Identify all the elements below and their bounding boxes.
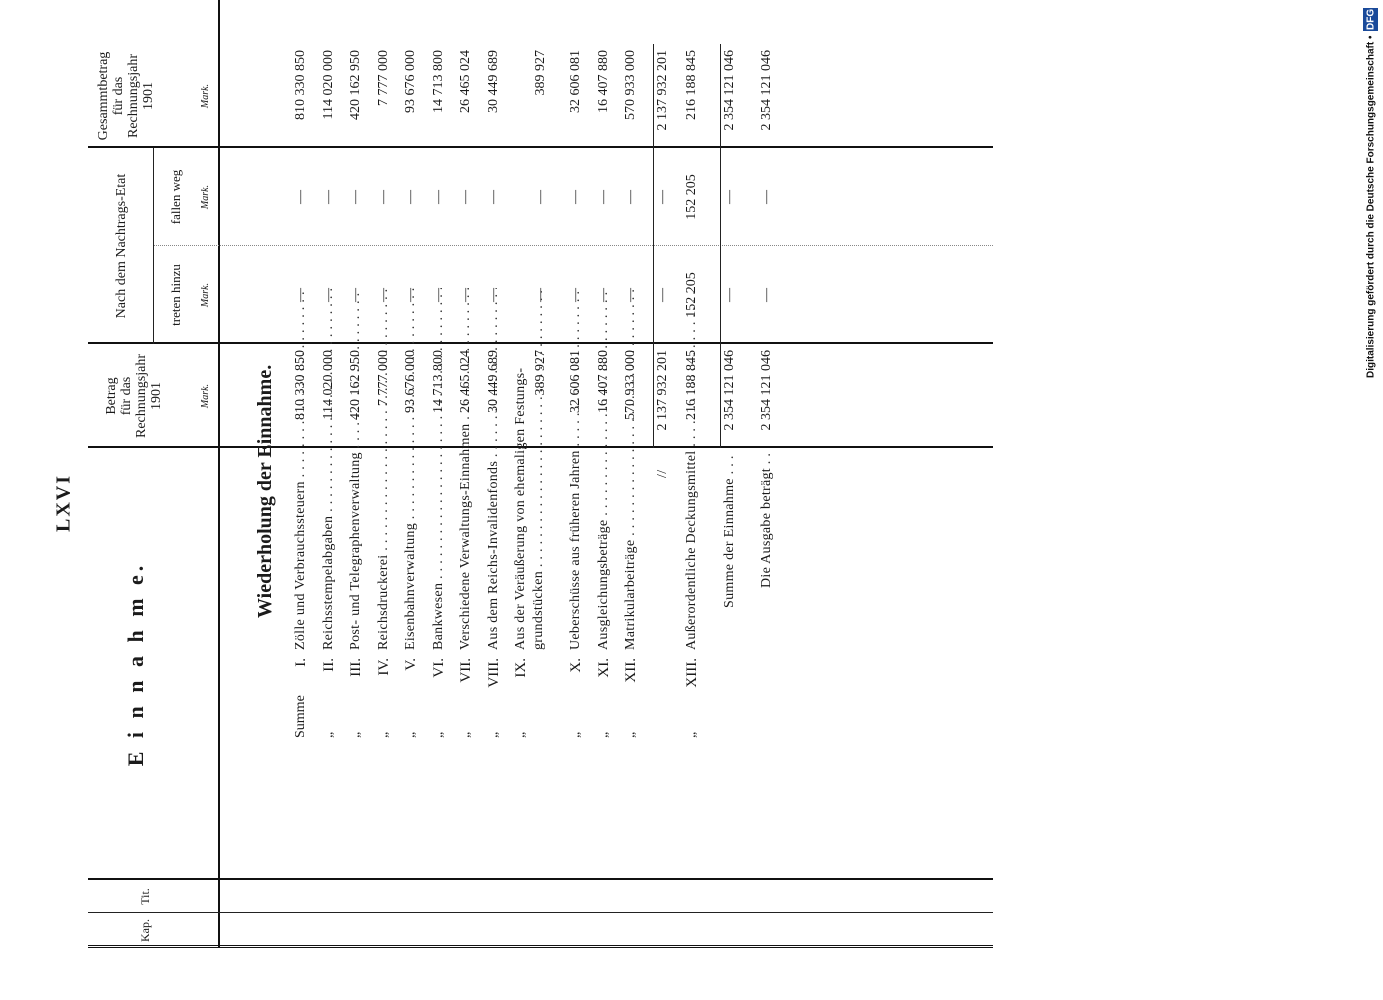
row-label: Reichsstempelabgaben . . .	[321, 288, 337, 650]
hinzu-value: —	[293, 288, 308, 302]
row-roman-numeral: IX.	[513, 658, 529, 678]
ausgabe-label: Die Ausgabe beträgt . . .	[759, 453, 775, 588]
gesammt-value: 2 137 932 201	[654, 50, 670, 131]
gesammt-value: 2 354 121 046	[721, 50, 737, 131]
weg-value: —	[403, 190, 418, 204]
gesammt-value: 114 020 000	[320, 50, 336, 120]
betrag-unit: Mark.	[200, 383, 211, 409]
weg-unit: Mark.	[200, 184, 211, 210]
row-label: Ueberschüsse aus früheren Jahren . . .	[568, 288, 584, 650]
weg-value: —	[533, 190, 548, 204]
dfg-logo: DFG	[1365, 9, 1377, 31]
weg-value: —	[430, 190, 446, 204]
betrag-value: 30 449 689	[485, 350, 501, 413]
subtotal-mark: //	[654, 469, 670, 478]
row-prefix: „	[375, 731, 391, 738]
kap-header: Kap.	[138, 919, 152, 942]
hinzu-value: —	[759, 288, 774, 302]
betrag-value: 420 162 950	[348, 350, 363, 420]
betrag-value: 32 606 081	[568, 350, 583, 413]
row-prefix: „	[623, 731, 638, 738]
row-roman-numeral: XIII.	[684, 658, 700, 688]
gesammt-value: 389 927	[533, 50, 548, 96]
gesammt-value: 420 162 950	[348, 50, 363, 120]
row-label: Post- und Telegraphenverwaltung . . .	[348, 288, 364, 650]
betrag-value: 114 020 000	[320, 350, 336, 420]
row-label: Bankwesen . . .	[431, 288, 447, 650]
row-prefix: „	[684, 731, 699, 738]
gesammt-header: Gesammtbetrag für das Rechnungsjahr 1901	[96, 51, 156, 141]
dfg-note-text: Digitalisierung gefördert durch die Deutsche Forschungsgemeinschaft •	[1365, 35, 1377, 378]
gesammt-value: 30 449 689	[485, 50, 501, 113]
hinzu-value: —	[375, 288, 391, 302]
gesammt-value: 7 777 000	[375, 50, 391, 106]
row-prefix: „	[458, 731, 473, 738]
row-label: Zölle und Verbrauchssteuern . . .	[293, 288, 309, 650]
row-label: Aus der Veräußerung von ehemaligen Festungs-	[513, 367, 528, 650]
gesammt-value: 93 676 000	[403, 50, 418, 113]
hinzu-value: —	[654, 288, 670, 302]
gesammt-value: 2 354 121 046	[759, 50, 774, 131]
gesammt-value: 26 465 024	[458, 50, 473, 113]
hinzu-value: —	[721, 288, 737, 302]
hinzu-value: 152 205	[684, 272, 699, 318]
weg-value: —	[458, 190, 473, 204]
hinzu-value: —	[595, 288, 611, 302]
weg-header: fallen weg	[168, 169, 183, 225]
betrag-value: 7 777 000	[375, 350, 391, 406]
row-prefix: „	[430, 731, 446, 738]
hinzu-value: —	[403, 288, 418, 302]
section-title: Wiederholung der Einnahme.	[254, 364, 276, 618]
dfg-note	[1360, 8, 1382, 428]
gesammt-value: 14 713 800	[430, 50, 446, 113]
row-prefix: „	[320, 731, 336, 738]
row-roman-numeral: VI.	[430, 658, 447, 678]
row-roman-numeral: VIII.	[485, 658, 502, 688]
row-prefix: „	[568, 731, 583, 738]
weg-value: —	[293, 190, 308, 204]
row-roman-numeral: XI.	[595, 658, 612, 678]
row-prefix: „	[348, 731, 363, 738]
page-title: E i n n a h m e.	[123, 561, 148, 767]
hinzu-value: —	[348, 288, 363, 302]
hinzu-value: —	[430, 288, 446, 302]
hinzu-header: treten hinzu	[168, 264, 183, 326]
weg-value: —	[759, 190, 774, 204]
row-roman-numeral: XII.	[623, 658, 639, 683]
row-roman-numeral: I.	[293, 658, 309, 667]
gesammt-value: 810 330 850	[293, 50, 308, 120]
row-prefix: Summe	[293, 695, 308, 738]
betrag-header: Betrag für das Rechnungsjahr 1901	[104, 354, 164, 438]
hinzu-value: —	[623, 288, 638, 302]
betrag-value: 216 188 845	[684, 350, 699, 420]
hinzu-value: —	[458, 288, 473, 302]
row-prefix: „	[403, 731, 418, 738]
weg-value: —	[485, 190, 501, 204]
row-label: Außerordentliche Deckungsmittel . . .	[684, 288, 700, 650]
row-roman-numeral: VII.	[458, 658, 474, 683]
hinzu-unit: Mark.	[200, 282, 211, 308]
row-roman-numeral: V.	[403, 658, 419, 671]
gesammt-value: 16 407 880	[595, 50, 611, 113]
nachtrag-header: Nach dem Nachtrags-Etat	[114, 173, 129, 319]
summe-einnahme-label: Summe der Einnahme . . .	[722, 453, 738, 608]
row-roman-numeral: X.	[568, 658, 584, 673]
gesammt-unit: Mark.	[200, 83, 211, 109]
row-label: Reichsdruckerei . . .	[376, 288, 392, 650]
row-prefix: „	[513, 731, 528, 738]
hinzu-value: —	[320, 288, 336, 302]
row-label: Verschiedene Verwaltungs-Einnahmen . . .	[458, 288, 474, 650]
weg-value: —	[654, 190, 670, 204]
hinzu-value: —	[485, 288, 501, 302]
row-roman-numeral: II.	[320, 658, 337, 672]
betrag-value: 93 676 000	[403, 350, 418, 413]
weg-value: 152 205	[684, 174, 699, 220]
row-label: Eisenbahnverwaltung . . .	[403, 288, 419, 650]
gesammt-value: 32 606 081	[568, 50, 583, 113]
betrag-value: 2 137 932 201	[654, 350, 670, 431]
betrag-value: 570 933 000	[623, 350, 638, 420]
weg-value: —	[623, 190, 638, 204]
weg-value: —	[595, 190, 611, 204]
tit-header: Tit.	[138, 888, 152, 905]
row-prefix: „	[485, 731, 501, 738]
weg-value: —	[375, 190, 391, 204]
budget-table	[88, 43, 1296, 948]
page-number: LXVI	[52, 474, 75, 533]
betrag-value: 2 354 121 046	[759, 350, 774, 431]
gesammt-value: 570 933 000	[623, 50, 638, 120]
betrag-value: 16 407 880	[595, 350, 611, 413]
weg-value: —	[721, 190, 737, 204]
row-label-continuation: grundstücken . . .	[531, 288, 547, 650]
row-label: Matrikularbeiträge . . .	[623, 288, 639, 650]
betrag-value: 26 465 024	[458, 350, 473, 413]
row-label: Aus dem Reichs-Invalidenfonds . . .	[486, 288, 502, 650]
row-roman-numeral: III.	[348, 658, 364, 677]
hinzu-value: —	[568, 288, 583, 302]
ausgabe-row	[88, 43, 1296, 948]
gesammt-value: 216 188 845	[684, 50, 699, 120]
weg-value: —	[568, 190, 583, 204]
weg-value: —	[320, 190, 336, 204]
row-prefix: „	[595, 731, 611, 738]
betrag-value: 389 927	[533, 350, 548, 396]
betrag-value: 2 354 121 046	[721, 350, 737, 431]
betrag-value: 810 330 850	[293, 350, 308, 420]
weg-value: —	[348, 190, 363, 204]
betrag-value: 14 713 800	[430, 350, 446, 413]
row-label: Ausgleichungsbeträge . . .	[596, 288, 612, 650]
hinzu-value: —	[533, 288, 548, 302]
row-roman-numeral: IV.	[375, 658, 392, 676]
